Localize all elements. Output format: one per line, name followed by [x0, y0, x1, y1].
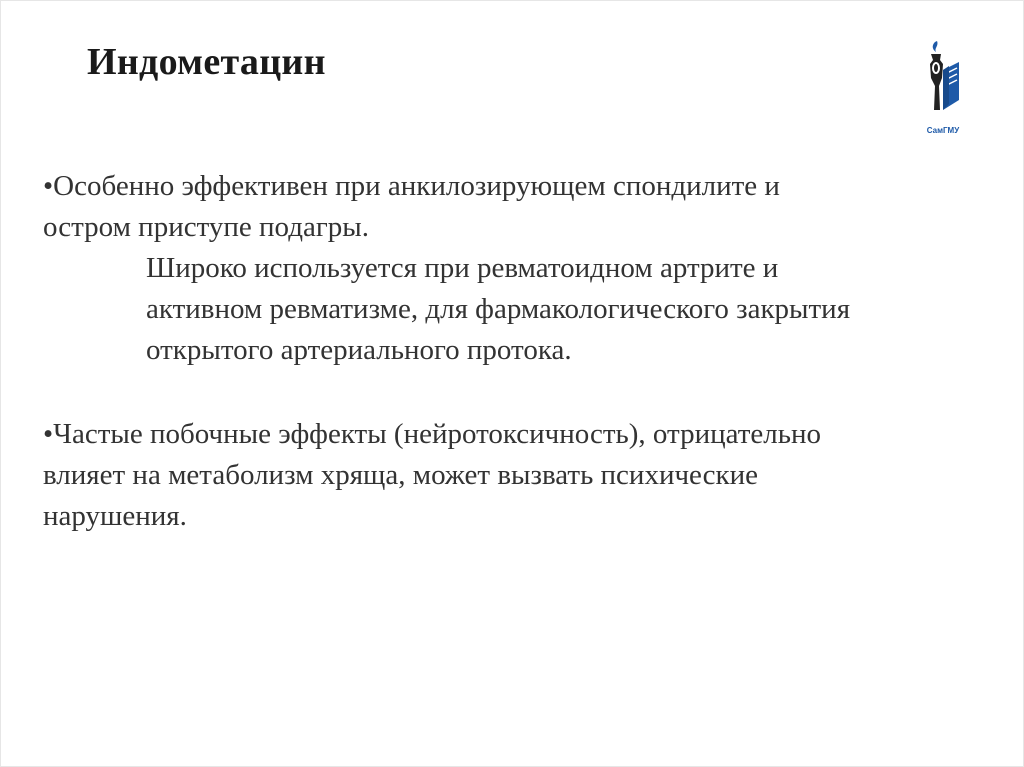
- paragraph-line: активном ревматизме, для фармакологического закрытия: [146, 293, 851, 325]
- paragraph-line: нарушения.: [43, 500, 187, 532]
- paragraph-line: остром приступе подагры.: [43, 211, 369, 243]
- paragraph-usage: [146, 248, 1006, 371]
- paragraph-side-effects: [43, 414, 973, 537]
- paragraph-line: открытого артериального протока.: [146, 334, 572, 366]
- paragraph-line: •Особенно эффективен при анкилозирующем спондилите и: [43, 170, 780, 202]
- logo-emblem-icon: [913, 38, 973, 128]
- paragraph-effectiveness: [43, 166, 973, 248]
- paragraph-line: •Частые побочные эффекты (нейротоксичность), отрицательно: [43, 418, 821, 450]
- logo-caption: СамГМУ: [926, 126, 960, 135]
- university-logo: [913, 38, 973, 148]
- paragraph-line: Широко используется при ревматоидном артрите и: [146, 252, 779, 284]
- slide-title: Индометацин: [87, 41, 326, 83]
- paragraph-line: влияет на метаболизм хряща, может вызвать психические: [43, 459, 759, 491]
